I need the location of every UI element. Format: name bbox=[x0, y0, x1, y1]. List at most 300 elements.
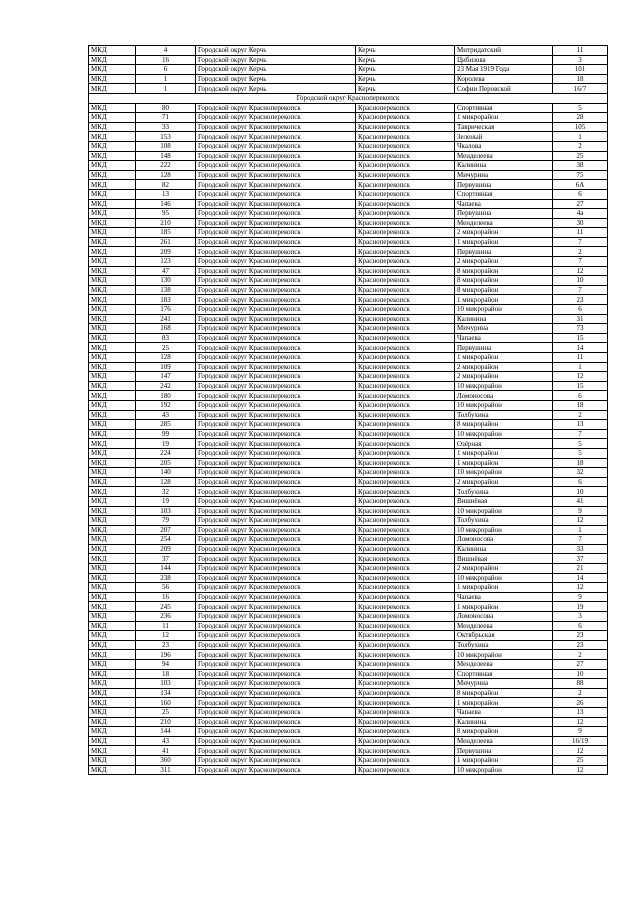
table-row bbox=[89, 631, 608, 641]
table-cell: 10 bbox=[553, 669, 608, 679]
table-cell: Красноперекопск bbox=[356, 218, 455, 228]
table-cell: Городской округ Керчь bbox=[196, 46, 356, 56]
table-cell: Калинина bbox=[455, 717, 553, 727]
table-cell: Городской округ Красноперекопск bbox=[196, 554, 356, 564]
table-cell: Калинина bbox=[455, 314, 553, 324]
table-cell: МКД bbox=[89, 717, 136, 727]
table-cell: 1 микрорайон bbox=[455, 583, 553, 593]
table-cell: Городской округ Красноперекопск bbox=[196, 602, 356, 612]
table-cell: 19 bbox=[553, 602, 608, 612]
table-row bbox=[89, 209, 608, 219]
table-row bbox=[89, 391, 608, 401]
table-cell: 83 bbox=[136, 333, 196, 343]
table-cell: 32 bbox=[553, 468, 608, 478]
table-cell: 3 bbox=[553, 612, 608, 622]
table-cell: Красноперекопск bbox=[356, 420, 455, 430]
table-cell: 180 bbox=[136, 391, 196, 401]
table-cell: Красноперекопск bbox=[356, 755, 455, 765]
table-cell: 99 bbox=[136, 429, 196, 439]
table-row bbox=[89, 170, 608, 180]
table-cell: 1 bbox=[553, 362, 608, 372]
table-cell: Городской округ Красноперекопск bbox=[196, 141, 356, 151]
table-cell: Городской округ Красноперекопск bbox=[196, 535, 356, 545]
table-cell: МКД bbox=[89, 468, 136, 478]
table-cell: 23 bbox=[553, 640, 608, 650]
table-cell: МКД bbox=[89, 103, 136, 113]
table-cell: Городской округ Красноперекопск bbox=[196, 333, 356, 343]
table-cell: Городской округ Красноперекопск bbox=[196, 381, 356, 391]
table-cell: МКД bbox=[89, 228, 136, 238]
table-cell: 9 bbox=[553, 727, 608, 737]
table-cell: 15 bbox=[553, 333, 608, 343]
table-cell: 242 bbox=[136, 381, 196, 391]
table-cell: Чапаева bbox=[455, 707, 553, 717]
table-cell: МКД bbox=[89, 458, 136, 468]
table-cell: Красноперекопск bbox=[356, 535, 455, 545]
table-cell: 123 bbox=[136, 257, 196, 267]
table-cell: МКД bbox=[89, 65, 136, 75]
table-cell: 11 bbox=[553, 353, 608, 363]
table-cell: Красноперекопск bbox=[356, 305, 455, 315]
table-cell: Митридатский bbox=[455, 46, 553, 56]
table-cell: Городской округ Керчь bbox=[196, 84, 356, 94]
table-cell: МКД bbox=[89, 84, 136, 94]
table-cell: Красноперекопск bbox=[356, 602, 455, 612]
table-cell: МКД bbox=[89, 74, 136, 84]
table-cell: Красноперекопск bbox=[356, 199, 455, 209]
table-cell: Городской округ Красноперекопск bbox=[196, 679, 356, 689]
table-cell: 94 bbox=[136, 660, 196, 670]
table-cell: 7 bbox=[553, 237, 608, 247]
table-cell: 241 bbox=[136, 314, 196, 324]
table-cell: Красноперекопск bbox=[356, 285, 455, 295]
table-cell: МКД bbox=[89, 362, 136, 372]
table-cell: Городской округ Красноперекопск bbox=[196, 180, 356, 190]
table-cell: 192 bbox=[136, 400, 196, 410]
table-cell: 73 bbox=[553, 324, 608, 334]
table-cell: 101 bbox=[553, 65, 608, 75]
table-cell: МКД bbox=[89, 660, 136, 670]
table-cell: Красноперекопск bbox=[356, 237, 455, 247]
table-row bbox=[89, 707, 608, 717]
table-cell: МКД bbox=[89, 612, 136, 622]
table-cell: Городской округ Красноперекопск bbox=[196, 448, 356, 458]
table-cell: Городской округ Красноперекопск bbox=[196, 487, 356, 497]
table-cell: Красноперекопск bbox=[356, 554, 455, 564]
table-cell: Красноперекопск bbox=[356, 698, 455, 708]
table-cell: Городской округ Красноперекопск bbox=[196, 612, 356, 622]
table-cell: 12 bbox=[553, 746, 608, 756]
table-cell: Красноперекопск bbox=[356, 516, 455, 526]
table-cell: Красноперекопск bbox=[356, 161, 455, 171]
table-row bbox=[89, 717, 608, 727]
table-cell: Городской округ Красноперекопск bbox=[196, 755, 356, 765]
table-cell: МКД bbox=[89, 439, 136, 449]
table-row bbox=[89, 468, 608, 478]
table-cell: МКД bbox=[89, 410, 136, 420]
table-cell: Толбухина bbox=[455, 410, 553, 420]
table-cell: Городской округ Красноперекопск bbox=[196, 400, 356, 410]
table-cell: Первушина bbox=[455, 746, 553, 756]
buildings-table bbox=[88, 45, 608, 775]
table-cell: Городской округ Красноперекопск bbox=[196, 228, 356, 238]
table-row bbox=[89, 516, 608, 526]
table-cell: МКД bbox=[89, 170, 136, 180]
table-cell: Городской округ Красноперекопск bbox=[196, 564, 356, 574]
table-cell: Красноперекопск bbox=[356, 266, 455, 276]
table-cell: Красноперекопск bbox=[356, 477, 455, 487]
table-cell: Красноперекопск bbox=[356, 151, 455, 161]
table-cell: 41 bbox=[136, 746, 196, 756]
table-row bbox=[89, 189, 608, 199]
table-cell: Красноперекопск bbox=[356, 439, 455, 449]
table-cell: Красноперекопск bbox=[356, 506, 455, 516]
table-cell: 254 bbox=[136, 535, 196, 545]
table-cell: МКД bbox=[89, 400, 136, 410]
table-row bbox=[89, 679, 608, 689]
table-cell: МКД bbox=[89, 199, 136, 209]
table-cell: МКД bbox=[89, 161, 136, 171]
table-cell: Городской округ Керчь bbox=[196, 65, 356, 75]
table-cell: 13 bbox=[136, 189, 196, 199]
table-cell: Городской округ Красноперекопск bbox=[196, 199, 356, 209]
table-cell: 6 bbox=[136, 65, 196, 75]
table-row bbox=[89, 564, 608, 574]
table-cell: Красноперекопск bbox=[356, 544, 455, 554]
table-cell: 311 bbox=[136, 765, 196, 775]
table-cell: 25 bbox=[136, 343, 196, 353]
table-cell: МКД bbox=[89, 506, 136, 516]
table-cell: Городской округ Красноперекопск bbox=[196, 103, 356, 113]
table-cell: 2 bbox=[553, 410, 608, 420]
table-cell: 7 bbox=[553, 285, 608, 295]
table-cell: Городской округ Красноперекопск bbox=[196, 525, 356, 535]
table-cell: Красноперекопск bbox=[356, 496, 455, 506]
table-cell: Керчь bbox=[356, 84, 455, 94]
table-cell: 9 bbox=[553, 506, 608, 516]
table-cell: 8 микрорайон bbox=[455, 688, 553, 698]
table-cell: 11 bbox=[553, 228, 608, 238]
table-row bbox=[89, 592, 608, 602]
table-cell: МКД bbox=[89, 727, 136, 737]
table-cell: 16 bbox=[136, 55, 196, 65]
table-cell: 12 bbox=[553, 765, 608, 775]
table-cell: 14 bbox=[553, 343, 608, 353]
table-row bbox=[89, 122, 608, 132]
table-cell: Красноперекопск bbox=[356, 122, 455, 132]
table-cell: Городской округ Красноперекопск bbox=[196, 669, 356, 679]
table-row bbox=[89, 496, 608, 506]
table-cell: 32 bbox=[136, 487, 196, 497]
table-cell: Городской округ Красноперекопск bbox=[196, 237, 356, 247]
table-cell: МКД bbox=[89, 237, 136, 247]
table-cell: Городской округ Красноперекопск bbox=[196, 362, 356, 372]
table-cell: МКД bbox=[89, 707, 136, 717]
table-cell: Городской округ Красноперекопск bbox=[196, 650, 356, 660]
table-cell: МКД bbox=[89, 189, 136, 199]
table-cell: 27 bbox=[553, 199, 608, 209]
table-row bbox=[89, 439, 608, 449]
table-cell: МКД bbox=[89, 621, 136, 631]
table-cell: МКД bbox=[89, 496, 136, 506]
table-cell: Городской округ Красноперекопск bbox=[196, 218, 356, 228]
table-row bbox=[89, 458, 608, 468]
table-cell: Городской округ Красноперекопск bbox=[196, 257, 356, 267]
table-body bbox=[89, 46, 608, 775]
table-cell: Городской округ Красноперекопск bbox=[196, 122, 356, 132]
table-cell: 2 микрорайон bbox=[455, 372, 553, 382]
table-row bbox=[89, 333, 608, 343]
table-cell: Красноперекопск bbox=[356, 487, 455, 497]
table-cell: Красноперекопск bbox=[356, 132, 455, 142]
table-cell: Софии Перовской bbox=[455, 84, 553, 94]
table-cell: 10 микрорайон bbox=[455, 305, 553, 315]
table-cell: 16 bbox=[136, 592, 196, 602]
table-cell: 2 bbox=[553, 141, 608, 151]
table-cell: 224 bbox=[136, 448, 196, 458]
table-cell: 82 bbox=[136, 180, 196, 190]
table-cell: МКД bbox=[89, 755, 136, 765]
table-cell: 12 bbox=[553, 372, 608, 382]
table-cell: МКД bbox=[89, 266, 136, 276]
table-row bbox=[89, 103, 608, 113]
table-cell: 10 микрорайон bbox=[455, 381, 553, 391]
table-cell: МКД bbox=[89, 333, 136, 343]
table-cell: 1 микрорайон bbox=[455, 113, 553, 123]
table-cell: Керчь bbox=[356, 55, 455, 65]
table-row bbox=[89, 727, 608, 737]
table-cell: 6 bbox=[553, 391, 608, 401]
table-cell: Городской округ Красноперекопск bbox=[196, 132, 356, 142]
table-cell: Первушина bbox=[455, 209, 553, 219]
table-cell: МКД bbox=[89, 736, 136, 746]
table-cell: Городской округ Красноперекопск bbox=[196, 113, 356, 123]
table-row bbox=[89, 573, 608, 583]
table-cell: 12 bbox=[136, 631, 196, 641]
table-cell: МКД bbox=[89, 573, 136, 583]
table-cell: Городской округ Красноперекопск bbox=[196, 247, 356, 257]
table-cell: МКД bbox=[89, 583, 136, 593]
table-cell: 10 микрорайон bbox=[455, 573, 553, 583]
table-cell: 245 bbox=[136, 602, 196, 612]
table-cell: Красноперекопск bbox=[356, 189, 455, 199]
table-cell: 31 bbox=[553, 314, 608, 324]
table-cell: Красноперекопск bbox=[356, 448, 455, 458]
table-cell: МКД bbox=[89, 218, 136, 228]
table-row bbox=[89, 698, 608, 708]
section-header-row bbox=[89, 93, 608, 103]
table-cell: 140 bbox=[136, 468, 196, 478]
table-cell: Красноперекопск bbox=[356, 333, 455, 343]
table-cell: МКД bbox=[89, 132, 136, 142]
table-cell: Городской округ Красноперекопск bbox=[196, 698, 356, 708]
table-cell: Красноперекопск bbox=[356, 103, 455, 113]
table-cell: Красноперекопск bbox=[356, 276, 455, 286]
table-cell: Городской округ Красноперекопск bbox=[196, 573, 356, 583]
table-cell: 10 микрорайон bbox=[455, 506, 553, 516]
table-cell: 6 bbox=[553, 189, 608, 199]
table-cell: 103 bbox=[136, 506, 196, 516]
table-cell: Калинина bbox=[455, 544, 553, 554]
table-cell: 18 bbox=[553, 74, 608, 84]
table-cell: Городской округ Красноперекопск bbox=[196, 736, 356, 746]
table-cell: Красноперекопск bbox=[356, 621, 455, 631]
table-cell: Красноперекопск bbox=[356, 650, 455, 660]
table-row bbox=[89, 755, 608, 765]
table-cell: Озёрная bbox=[455, 439, 553, 449]
table-cell: 11 bbox=[136, 621, 196, 631]
table-row bbox=[89, 420, 608, 430]
table-cell: 25 bbox=[136, 707, 196, 717]
table-cell: 38 bbox=[553, 161, 608, 171]
table-cell: МКД bbox=[89, 544, 136, 554]
table-cell: 23 bbox=[136, 640, 196, 650]
table-cell: Красноперекопск bbox=[356, 660, 455, 670]
table-cell: Городской округ Красноперекопск bbox=[196, 592, 356, 602]
table-row bbox=[89, 736, 608, 746]
table-row bbox=[89, 151, 608, 161]
table-cell: 1 bbox=[553, 525, 608, 535]
table-cell: Королева bbox=[455, 74, 553, 84]
table-cell: Красноперекопск bbox=[356, 314, 455, 324]
table-cell: Красноперекопск bbox=[356, 525, 455, 535]
table-cell: Городской округ Красноперекопск bbox=[196, 640, 356, 650]
table-cell: Красноперекопск bbox=[356, 362, 455, 372]
table-cell: 25 bbox=[553, 755, 608, 765]
table-cell: 4а bbox=[553, 209, 608, 219]
table-cell: МКД bbox=[89, 372, 136, 382]
table-cell: МКД bbox=[89, 698, 136, 708]
table-row bbox=[89, 84, 608, 94]
table-cell: 10 микрорайон bbox=[455, 400, 553, 410]
table-cell: 28 bbox=[553, 113, 608, 123]
table-cell: МКД bbox=[89, 746, 136, 756]
table-cell: Менделеева bbox=[455, 736, 553, 746]
table-cell: Керчь bbox=[356, 65, 455, 75]
table-cell: 30 bbox=[553, 218, 608, 228]
table-row bbox=[89, 765, 608, 775]
table-cell: Красноперекопск bbox=[356, 247, 455, 257]
table-cell: МКД bbox=[89, 353, 136, 363]
table-cell: 196 bbox=[136, 650, 196, 660]
table-cell: Городской округ Красноперекопск bbox=[196, 151, 356, 161]
table-cell: Красноперекопск bbox=[356, 381, 455, 391]
table-row bbox=[89, 266, 608, 276]
table-cell: 8 микрорайон bbox=[455, 420, 553, 430]
table-row bbox=[89, 295, 608, 305]
table-cell: 128 bbox=[136, 353, 196, 363]
table-cell: 160 bbox=[136, 698, 196, 708]
table-cell: 5 bbox=[553, 439, 608, 449]
table-cell: 209 bbox=[136, 544, 196, 554]
table-cell: Городской округ Красноперекопск bbox=[196, 506, 356, 516]
table-cell: МКД bbox=[89, 669, 136, 679]
table-cell: 10 микрорайон bbox=[455, 525, 553, 535]
table-row bbox=[89, 55, 608, 65]
table-row bbox=[89, 180, 608, 190]
table-cell: МКД bbox=[89, 487, 136, 497]
table-row bbox=[89, 314, 608, 324]
table-cell: 210 bbox=[136, 717, 196, 727]
table-cell: Красноперекопск bbox=[356, 765, 455, 775]
table-cell: Городской округ Красноперекопск bbox=[196, 688, 356, 698]
table-cell: Красноперекопск bbox=[356, 612, 455, 622]
table-cell: Городской округ Красноперекопск bbox=[196, 631, 356, 641]
table-cell: 71 bbox=[136, 113, 196, 123]
table-cell: 147 bbox=[136, 372, 196, 382]
table-row bbox=[89, 113, 608, 123]
table-cell: 144 bbox=[136, 564, 196, 574]
table-cell: 109 bbox=[136, 362, 196, 372]
table-cell: Красноперекопск bbox=[356, 170, 455, 180]
table-cell: 10 микрорайон bbox=[455, 765, 553, 775]
table-cell: Красноперекопск bbox=[356, 295, 455, 305]
table-cell: МКД bbox=[89, 525, 136, 535]
table-cell: 47 bbox=[136, 266, 196, 276]
table-cell: 238 bbox=[136, 573, 196, 583]
table-cell: 360 bbox=[136, 755, 196, 765]
table-row bbox=[89, 400, 608, 410]
table-cell: 7 bbox=[553, 429, 608, 439]
table-cell: 1 микрорайон bbox=[455, 458, 553, 468]
table-row bbox=[89, 621, 608, 631]
table-cell: 2 микрорайон bbox=[455, 257, 553, 267]
table-row bbox=[89, 448, 608, 458]
table-cell: 18 bbox=[136, 669, 196, 679]
table-row bbox=[89, 46, 608, 56]
table-row bbox=[89, 65, 608, 75]
table-cell: Городской округ Красноперекопск bbox=[196, 209, 356, 219]
table-cell: 10 микрорайон bbox=[455, 429, 553, 439]
table-cell: Красноперекопск bbox=[356, 180, 455, 190]
table-row bbox=[89, 410, 608, 420]
table-cell: 6 bbox=[553, 477, 608, 487]
table-cell: МКД bbox=[89, 276, 136, 286]
table-cell: Городской округ Красноперекопск bbox=[196, 285, 356, 295]
table-cell: Мичурина bbox=[455, 324, 553, 334]
table-cell: Городской округ Красноперекопск bbox=[196, 276, 356, 286]
table-cell: Красноперекопск bbox=[356, 391, 455, 401]
table-row bbox=[89, 276, 608, 286]
table-row bbox=[89, 199, 608, 209]
table-cell: МКД bbox=[89, 592, 136, 602]
table-cell: Городской округ Красноперекопск bbox=[196, 458, 356, 468]
table-cell: Красноперекопск bbox=[356, 343, 455, 353]
table-cell: Красноперекопск bbox=[356, 410, 455, 420]
table-cell: Городской округ Красноперекопск bbox=[196, 295, 356, 305]
table-cell: МКД bbox=[89, 55, 136, 65]
table-cell: Городской округ Красноперекопск bbox=[196, 343, 356, 353]
table-row bbox=[89, 381, 608, 391]
table-cell: 185 bbox=[136, 228, 196, 238]
table-cell: МКД bbox=[89, 429, 136, 439]
table-cell: Городской округ Красноперекопск bbox=[196, 727, 356, 737]
table-cell: Красноперекопск bbox=[356, 640, 455, 650]
table-row bbox=[89, 141, 608, 151]
table-cell: Городской округ Красноперекопск bbox=[196, 314, 356, 324]
table-cell: 148 bbox=[136, 151, 196, 161]
table-cell: 134 bbox=[136, 688, 196, 698]
table-cell: Красноперекопск bbox=[356, 429, 455, 439]
table-cell: Красноперекопск bbox=[356, 707, 455, 717]
table-row bbox=[89, 372, 608, 382]
table-cell: 8 микрорайон bbox=[455, 727, 553, 737]
table-row bbox=[89, 544, 608, 554]
table-cell: Городской округ Красноперекопск bbox=[196, 468, 356, 478]
table-cell: 144 bbox=[136, 727, 196, 737]
table-cell: 43 bbox=[136, 736, 196, 746]
table-cell: Красноперекопск bbox=[356, 583, 455, 593]
